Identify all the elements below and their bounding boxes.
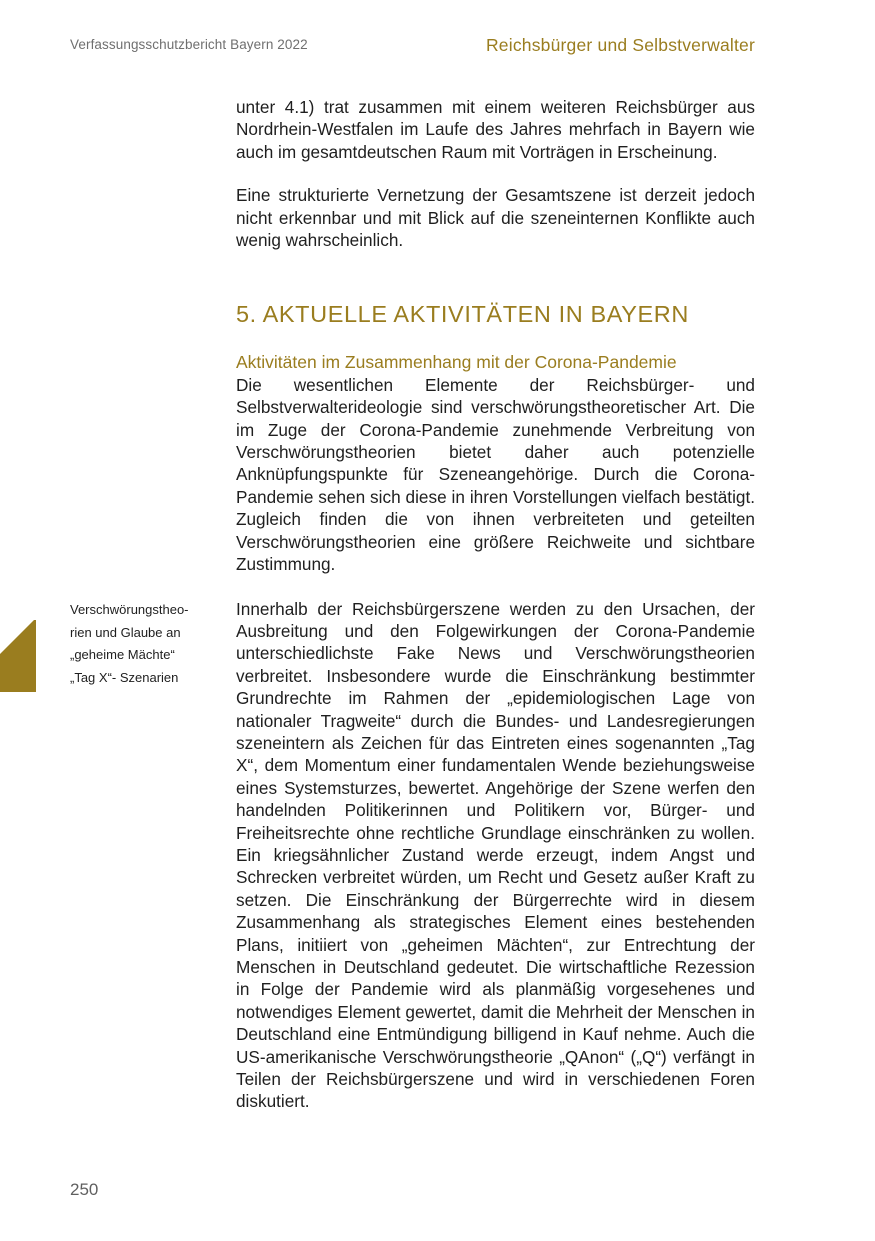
- section-heading: 5. AKTUELLE AKTIVITÄTEN IN BAYERN: [236, 301, 689, 328]
- margin-note: [70, 599, 215, 689]
- margin-note-line: Verschwörungstheo-: [70, 602, 189, 617]
- margin-note-line: „Tag X“- Szenarien: [70, 669, 179, 685]
- chapter-tab-marker: [0, 620, 36, 694]
- sub-heading: Aktivitäten im Zusammenhang mit der Corona-Pandemie: [236, 352, 677, 373]
- running-header-chapter: Reichsbürger und Selbstverwalter: [485, 35, 755, 55]
- intro-paragraph: Eine strukturierte Vernetzung der Gesamtszene ist derzeit jedoch nicht erkennbar und mit Blick auf die szeneinternen Konflikte auch wenig wahrscheinlich.: [236, 185, 755, 251]
- running-header-publication: Verfassungsschutzbericht Bayern 2022: [70, 37, 308, 52]
- page-number: 250: [70, 1180, 99, 1199]
- margin-note-line: „geheime Mächte“: [70, 647, 175, 663]
- body-paragraph: Innerhalb der Reichsbürgerszene werden zu den Ursachen, der Ausbreitung und den Folgewirkungen der Corona-Pandemie unterschiedlichste Fake News und Verschwörungstheorien verbreitet. Insbesondere wurde die Einschränkung bestimmter Grundrechte im Rahmen der „epidemiologischen Lage von nationaler Tragweite“ durch die Bundes- und Landesregierungen szeneintern als Zeichen für das Eintreten eines sogenannten „Tag X“, dem Momentum einer fundamentalen Wende beziehungsweise eines Systemsturzes, bewertet. Angehörige der Szene werfen den handelnden Politikerinnen und Politikern vor, Bürger- und Freiheitsrechte ohne rechtliche Grundlage einschränken zu wollen. Ein kriegsähnlicher Zustand werde erzeugt, indem Angst und Schrecken verbreitet würden, um Recht und Gesetz außer Kraft zu setzen. Die Einschränkung der Bürgerrechte wird in diesem Zusammenhang als strategisches Element eines bestehenden Plans, initiiert von „geheimen Mächten“, zur Entrechtung der Menschen in Deutschland gedeutet. Die wirtschaftliche Rezession in Folge der Pandemie wird als planmäßig vorgesehenes und notwendiges Element gewertet, damit die Mehrheit der Menschen in Deutschland eine Entmündigung billigend in Kauf nehme. Auch die US-amerikanische Verschwörungstheorie „QAnon“ („Q“) verfängt in Teilen der Reichsbürgerszene und wird in verschiedenen Foren diskutiert.: [236, 598, 755, 1112]
- margin-note-line: rien und Glaube an: [70, 624, 181, 640]
- intro-paragraph: unter 4.1) trat zusammen mit einem weiteren Reichsbürger aus Nordrhein-Westfalen im Laufe des Jahres mehrfach in Bayern wie auch im gesamtdeutschen Raum mit Vorträgen in Erscheinung.: [236, 97, 755, 162]
- body-paragraph: Die wesentlichen Elemente der Reichsbürger- und Selbstverwalterideologie sind verschwörungstheoretischer Art. Die im Zuge der Corona-Pandemie zunehmende Verbreitung von Verschwörungstheorien bietet daher auch potenzielle Anknüpfungspunkte für Szeneangehörige. Durch die Corona-Pandemie sehen sich diese in ihren Vorstellungen vielfach bestätigt. Zugleich finden die von ihnen verbreiteten und geteilten Verschwörungstheorien eine größere Reichweite und sichtbare Zustimmung.: [236, 374, 755, 575]
- main-text-column: [236, 96, 755, 1113]
